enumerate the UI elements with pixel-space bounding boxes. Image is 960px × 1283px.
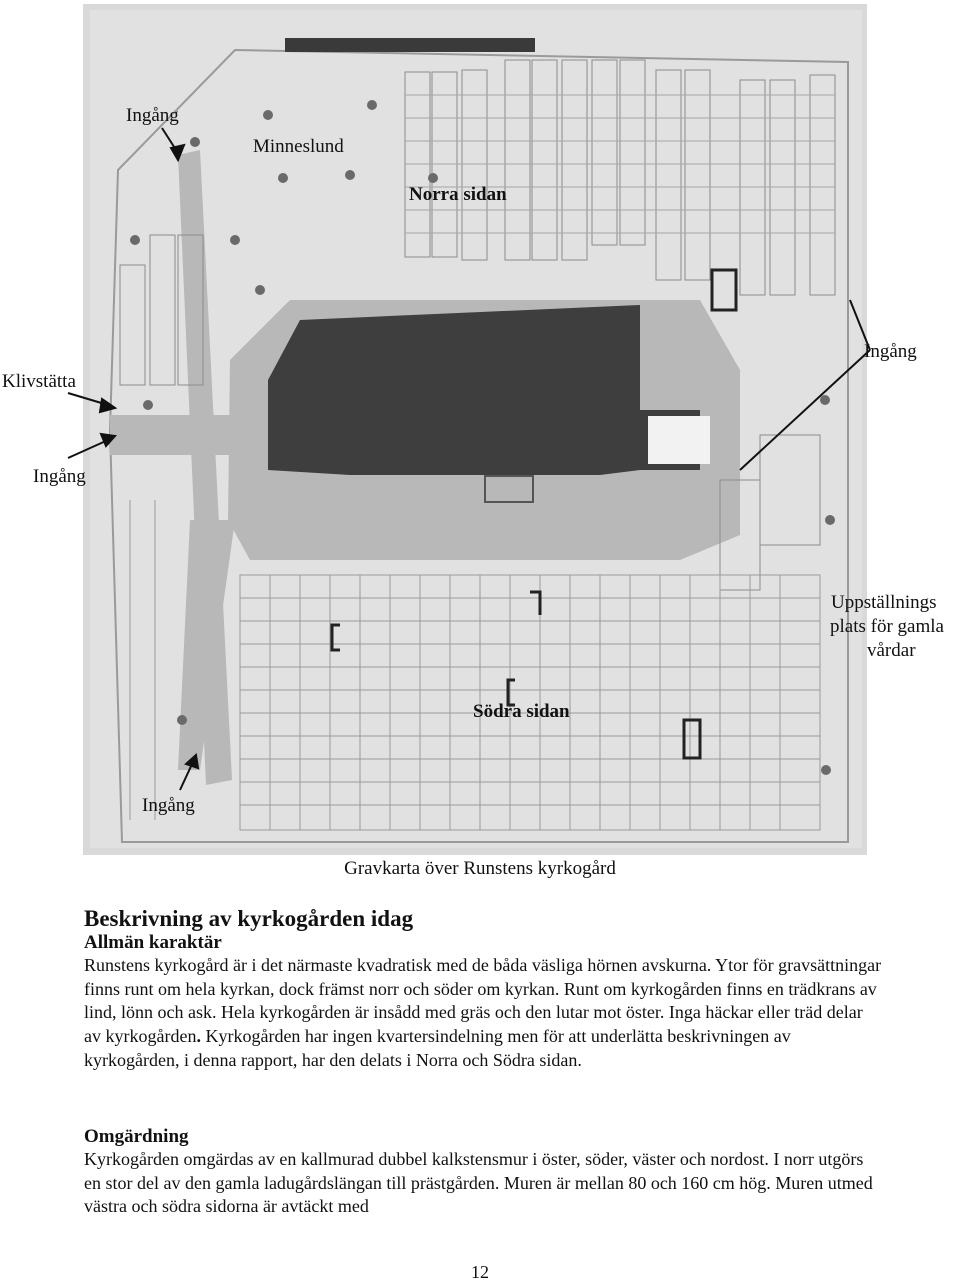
paragraph-allman-bold-dot: . [196, 1026, 201, 1047]
section-heading: Beskrivning av kyrkogården idag [84, 906, 414, 931]
paragraph-allman-part1: Runstens kyrkogård är i det närmaste kvadratisk med de båda väsliga hörnen avskurna. Ytor för gravsättningar finns runt om hela kyrkan, dock främst norr och söder om kyrkan. Runt om kyrkogården finns en trädkrans av lind, lönn och ask. Hela kyrkogården är insådd med gräs och den lutar mot öster. Inga häckar eller träd delar av kyrkogården [84, 955, 882, 1047]
label-ingang-top: Ingång [126, 105, 179, 126]
label-sodra-sidan: Södra sidan [473, 701, 570, 722]
page-number: 12 [471, 1262, 489, 1282]
paragraph-allman-part2: Kyrkogården har ingen kvartersindelning men för att underlätta beskrivningen av kyrkogården, i denna rapport, har den delats i Norra och Södra sidan. [84, 1026, 791, 1070]
label-ingang-right: Ingång [864, 341, 917, 362]
subheading-allman: Allmän karaktär [84, 932, 222, 953]
paragraph-omgardning: Kyrkogården omgärdas av en kallmurad dubbel kalkstensmur i öster, söder, väster och nordost. I norr utgörs en stor del av den gamla ladugårdslängan till prästgården. Muren är mellan 80 och 160 cm hög. Muren utmed västra och södra sidorna är avtäckt med [84, 1149, 873, 1217]
paragraph-allman [84, 954, 884, 1073]
label-minneslund: Minneslund [253, 136, 344, 157]
map-caption: Gravkarta över Runstens kyrkogård [344, 858, 616, 879]
label-norra-sidan: Norra sidan [409, 184, 507, 205]
label-uppstallning-line2: plats för gamla [830, 616, 944, 637]
subheading-omgardning: Omgärdning [84, 1126, 189, 1147]
label-ingang-left: Ingång [33, 466, 86, 487]
label-ingang-bottom: Ingång [142, 795, 195, 816]
label-uppstallning-line3: vårdar [867, 640, 916, 661]
label-uppstallning-line1: Uppställnings [831, 592, 937, 613]
description-section [84, 906, 884, 1073]
omgardning-section [84, 1126, 884, 1219]
barn-building [285, 38, 535, 52]
label-klivstatta: Klivstätta [2, 371, 76, 392]
